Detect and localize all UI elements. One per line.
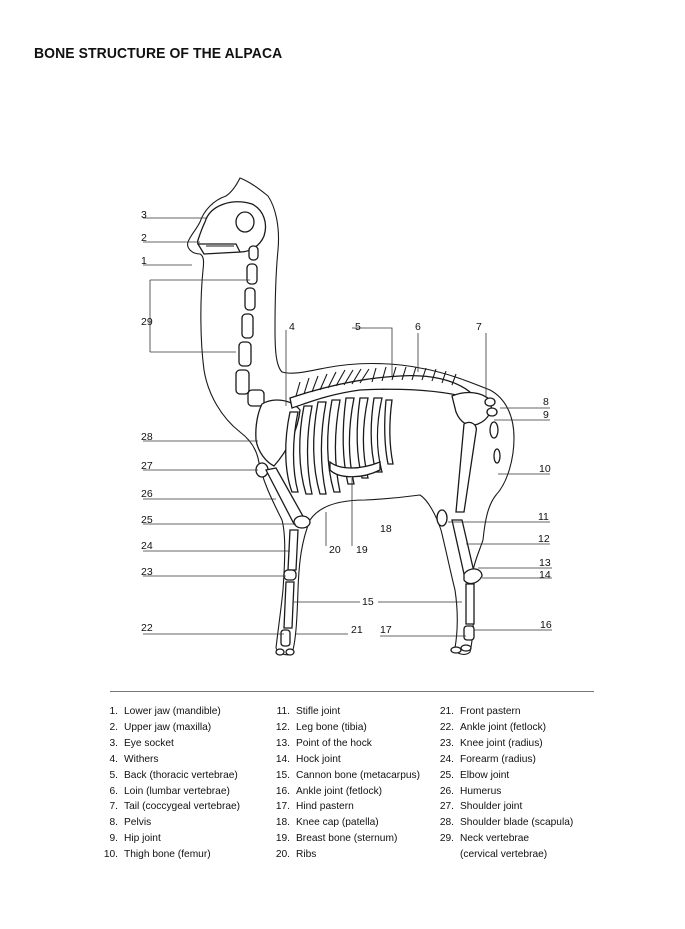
legend-item: 11. Stifle joint (276, 706, 341, 717)
label-21: 21 (351, 624, 363, 636)
legend-item: 12. Leg bone (tibia) (275, 721, 367, 733)
page-title: BONE STRUCTURE OF THE ALPACA (34, 45, 283, 62)
ribs (286, 398, 393, 494)
legend-item: 7. Tail (coccygeal vertebrae) (109, 801, 241, 813)
label-11: 11 (538, 511, 549, 523)
label-19: 19 (356, 544, 368, 556)
label-26: 26 (141, 488, 153, 500)
label-9: 9 (543, 409, 549, 421)
legend-item: 2. Upper jaw (maxilla) (109, 721, 212, 733)
legend-column-3 (432, 704, 573, 863)
legend-item: 29. Neck vertebrae (439, 833, 530, 845)
label-28: 28 (141, 431, 153, 443)
legend-item: 21. Front pastern (439, 706, 521, 717)
legend-item: 19. Breast bone (sternum) (275, 833, 398, 845)
label-22: 22 (141, 622, 153, 634)
label-25: 25 (141, 514, 153, 526)
legend-item: 28. Shoulder blade (scapula) (439, 817, 574, 829)
legend-item: 5. Back (thoracic vertebrae) (109, 769, 238, 781)
legend-item: 20. Ribs (275, 849, 317, 861)
legend-item: 26. Humerus (439, 785, 502, 797)
legend-item: 6. Loin (lumbar vertebrae) (109, 785, 230, 797)
legend-column-2 (268, 704, 420, 863)
label-23: 23 (141, 566, 153, 578)
legend-column-1 (96, 704, 240, 863)
legend-item: 17. Hind pastern (275, 801, 354, 813)
label-7: 7 (476, 321, 482, 333)
label-15: 15 (362, 596, 374, 608)
legend-item: 3. Eye socket (109, 737, 174, 749)
legend-item: 23. Knee joint (radius) (439, 737, 543, 749)
legend-item: 25. Elbow joint (439, 769, 510, 781)
label-17: 17 (380, 624, 392, 636)
label-10: 10 (539, 463, 551, 475)
label-5: 5 (355, 321, 361, 333)
label-27: 27 (141, 460, 153, 472)
label-4: 4 (289, 321, 295, 333)
legend-item: 22. Ankle joint (fetlock) (439, 721, 547, 733)
legend-item: 9. Hip joint (109, 833, 161, 845)
legend-item: 24. Forearm (radius) (439, 753, 536, 765)
divider (110, 691, 594, 692)
label-2: 2 (141, 232, 147, 244)
legend-item: (cervical vertebrae) (460, 849, 548, 861)
fore-leg (256, 463, 310, 655)
legend-item: 16. Ankle joint (fetlock) (275, 785, 383, 797)
legend-item: 10. Thigh bone (femur) (103, 849, 211, 861)
label-13: 13 (539, 557, 551, 569)
legend-item: 8. Pelvis (109, 817, 152, 829)
label-16: 16 (540, 619, 552, 631)
label-24: 24 (141, 540, 153, 552)
label-29: 29 (141, 316, 153, 328)
label-18: 18 (380, 523, 392, 535)
hind-leg (437, 422, 482, 653)
legend-item: 15. Cannon bone (metacarpus) (275, 769, 421, 781)
legend-item: 1. Lower jaw (mandible) (109, 706, 221, 717)
label-1: 1 (141, 255, 147, 267)
legend-item: 14. Hock joint (275, 753, 341, 765)
legend-item: 27. Shoulder joint (439, 801, 523, 813)
label-3: 3 (141, 209, 147, 221)
label-20: 20 (329, 544, 341, 556)
label-12: 12 (538, 533, 550, 545)
label-6: 6 (415, 321, 421, 333)
pelvis (452, 393, 491, 426)
legend-item: 13. Point of the hock (275, 737, 372, 749)
legend-item: 4. Withers (109, 753, 159, 765)
label-8: 8 (543, 396, 549, 408)
legend-item: 18. Knee cap (patella) (275, 817, 379, 829)
label-14: 14 (539, 569, 551, 581)
neck-vertebrae (236, 246, 264, 406)
